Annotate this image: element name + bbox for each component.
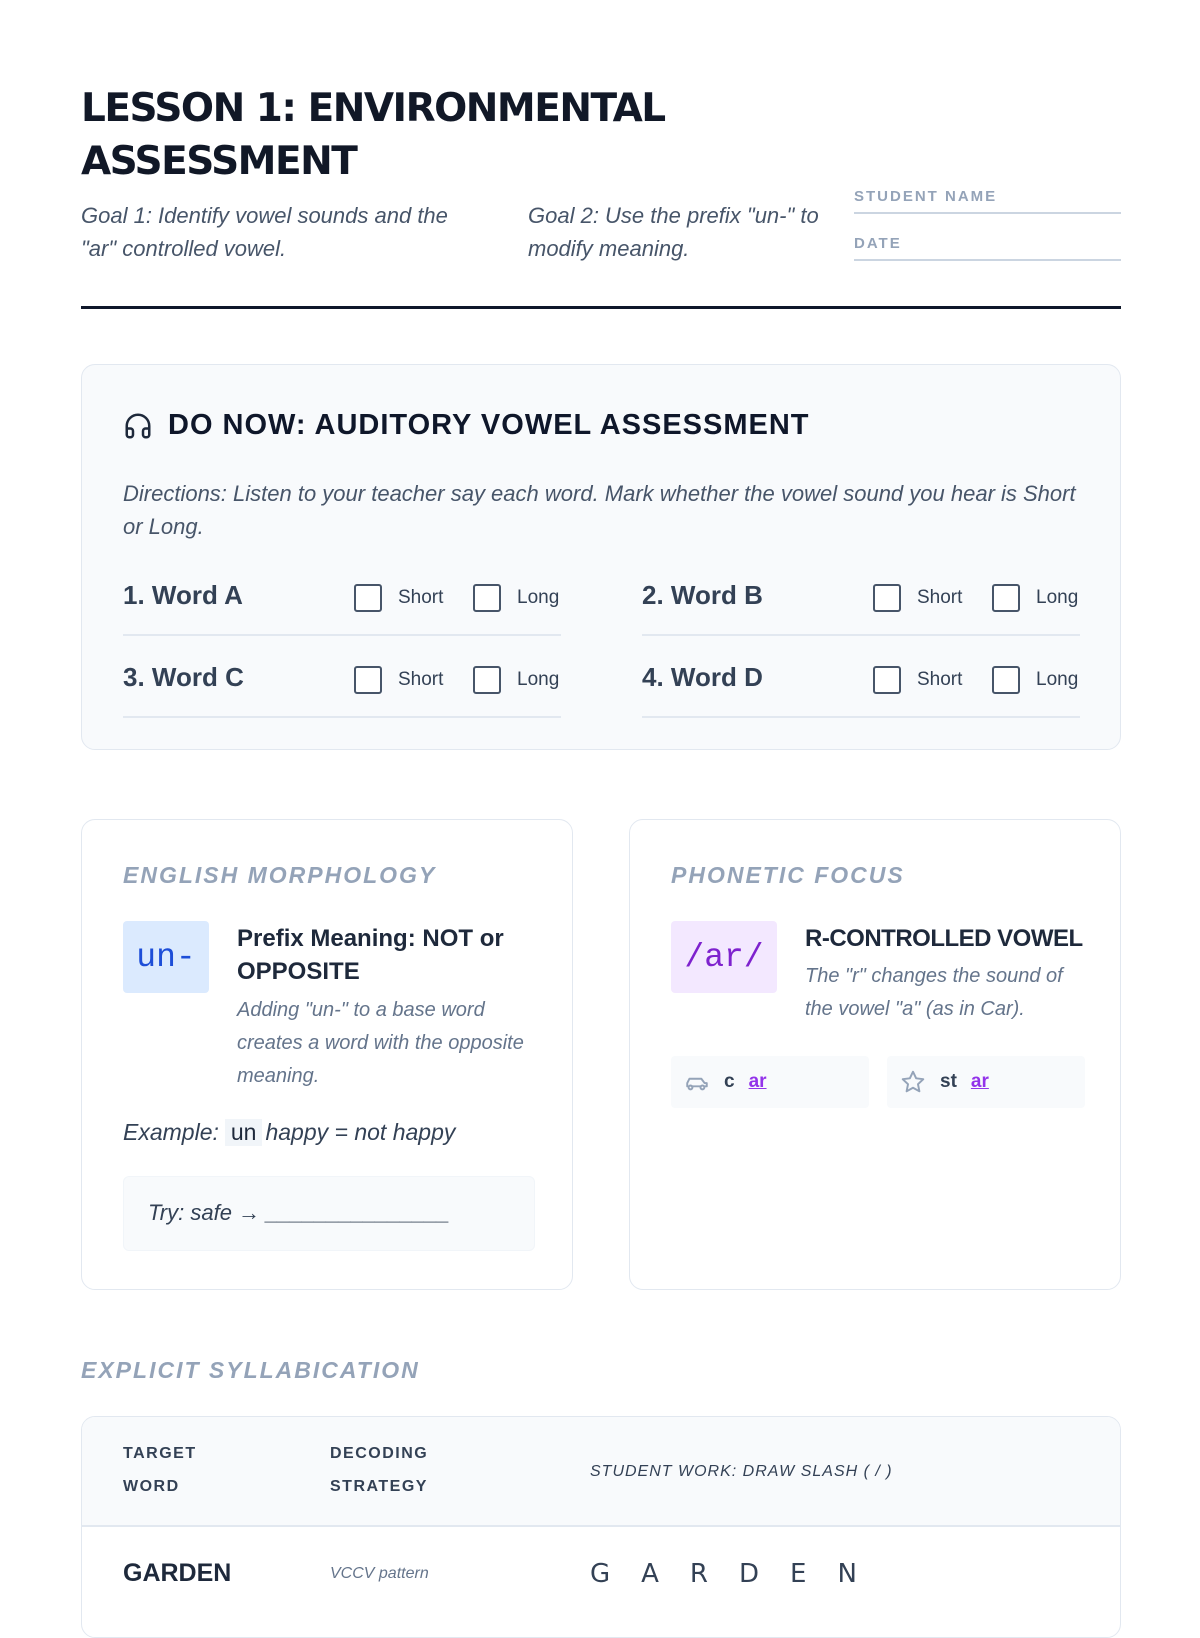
long-checkbox[interactable]	[992, 584, 1020, 612]
short-label: Short	[398, 587, 444, 608]
example-label: Example:	[123, 1119, 219, 1145]
word-label: 2. Word B	[642, 580, 763, 610]
short-option[interactable]	[354, 584, 443, 612]
column-header-strategy: DECODING STRATEGY	[330, 1445, 429, 1495]
long-label: Long	[1036, 587, 1079, 608]
short-checkbox[interactable]	[873, 584, 901, 612]
short-option[interactable]	[873, 666, 962, 694]
long-checkbox[interactable]	[992, 666, 1020, 694]
short-option[interactable]	[873, 584, 962, 612]
do-now-header	[123, 409, 810, 442]
long-option[interactable]	[473, 584, 559, 612]
word-row	[123, 636, 561, 718]
car-icon	[684, 1069, 710, 1095]
column-header-work: STUDENT WORK: DRAW SLASH ( / )	[590, 1463, 893, 1480]
do-now-title: DO NOW: AUDITORY VOWEL ASSESSMENT	[168, 409, 810, 441]
short-checkbox[interactable]	[354, 666, 382, 694]
example-prefix: un	[225, 1119, 263, 1146]
phoneme-heading: R-CONTROLLED VOWEL	[805, 925, 1083, 952]
short-checkbox[interactable]	[873, 666, 901, 694]
try-prompt: Try: safe → _______________	[148, 1200, 450, 1225]
prefix-example	[123, 1119, 455, 1146]
long-option[interactable]	[473, 666, 559, 694]
syllabication-kicker: EXPLICIT SYLLABICATION	[81, 1357, 420, 1383]
star-icon	[900, 1069, 926, 1095]
word-row	[642, 636, 1080, 718]
long-checkbox[interactable]	[473, 666, 501, 694]
long-label: Long	[517, 587, 560, 608]
prefix-heading: Prefix Meaning: NOT or OPPOSITE	[237, 925, 504, 985]
goal-1: Goal 1: Identify vowel sounds and the "ar" controlled vowel.	[81, 203, 448, 261]
word-row	[123, 554, 561, 636]
try-box[interactable]	[123, 1176, 535, 1251]
short-option[interactable]	[354, 666, 443, 694]
example-rest: happy = not happy	[265, 1119, 456, 1145]
syllabication-table	[81, 1416, 1121, 1638]
goal-2: Goal 2: Use the prefix "un-" to modify meaning.	[528, 203, 819, 261]
date-field[interactable]: DATE	[854, 235, 1121, 261]
student-work-letters[interactable]: GARDEN	[590, 1559, 888, 1589]
example-word-star	[887, 1056, 1085, 1108]
column-header-target: TARGET WORD	[123, 1445, 197, 1495]
do-now-directions: Directions: Listen to your teacher say each word. Mark whether the vowel sound you hear is Short or Long.	[123, 481, 1076, 539]
prefix-chip: un-	[123, 921, 209, 993]
short-label: Short	[917, 587, 963, 608]
phonetic-card	[629, 819, 1121, 1290]
long-label: Long	[517, 669, 560, 690]
morphology-card	[81, 819, 573, 1290]
word-label: 4. Word D	[642, 662, 763, 692]
morphology-kicker: ENGLISH MORPHOLOGY	[123, 862, 437, 888]
student-name-field[interactable]: STUDENT NAME	[854, 188, 1121, 214]
short-checkbox[interactable]	[354, 584, 382, 612]
example-end: ar	[748, 1071, 767, 1092]
long-option[interactable]	[992, 666, 1078, 694]
target-word: GARDEN	[123, 1559, 232, 1587]
prefix-description: Adding "un-" to a base word creates a word with the opposite meaning.	[237, 999, 524, 1087]
table-header	[82, 1417, 1120, 1527]
long-option[interactable]	[992, 584, 1078, 612]
word-label: 3. Word C	[123, 662, 244, 692]
example-end: ar	[970, 1071, 989, 1092]
short-label: Short	[398, 669, 444, 690]
word-row	[642, 554, 1080, 636]
headphones-icon	[123, 411, 153, 441]
header-divider	[81, 306, 1121, 309]
long-checkbox[interactable]	[473, 584, 501, 612]
short-label: Short	[917, 669, 963, 690]
example-start: c	[724, 1071, 735, 1092]
example-start: st	[940, 1071, 957, 1092]
decoding-strategy: VCCV pattern	[330, 1565, 429, 1582]
page-title: LESSON 1: ENVIRONMENTAL ASSESSMENT	[81, 86, 665, 184]
example-word-car	[671, 1056, 869, 1108]
phonetic-kicker: PHONETIC FOCUS	[671, 862, 905, 888]
phoneme-chip: /ar/	[671, 921, 777, 993]
long-label: Long	[1036, 669, 1079, 690]
do-now-section	[81, 364, 1121, 750]
phoneme-description: The "r" changes the sound of the vowel "a" (as in Car).	[805, 965, 1063, 1020]
word-label: 1. Word A	[123, 580, 243, 610]
